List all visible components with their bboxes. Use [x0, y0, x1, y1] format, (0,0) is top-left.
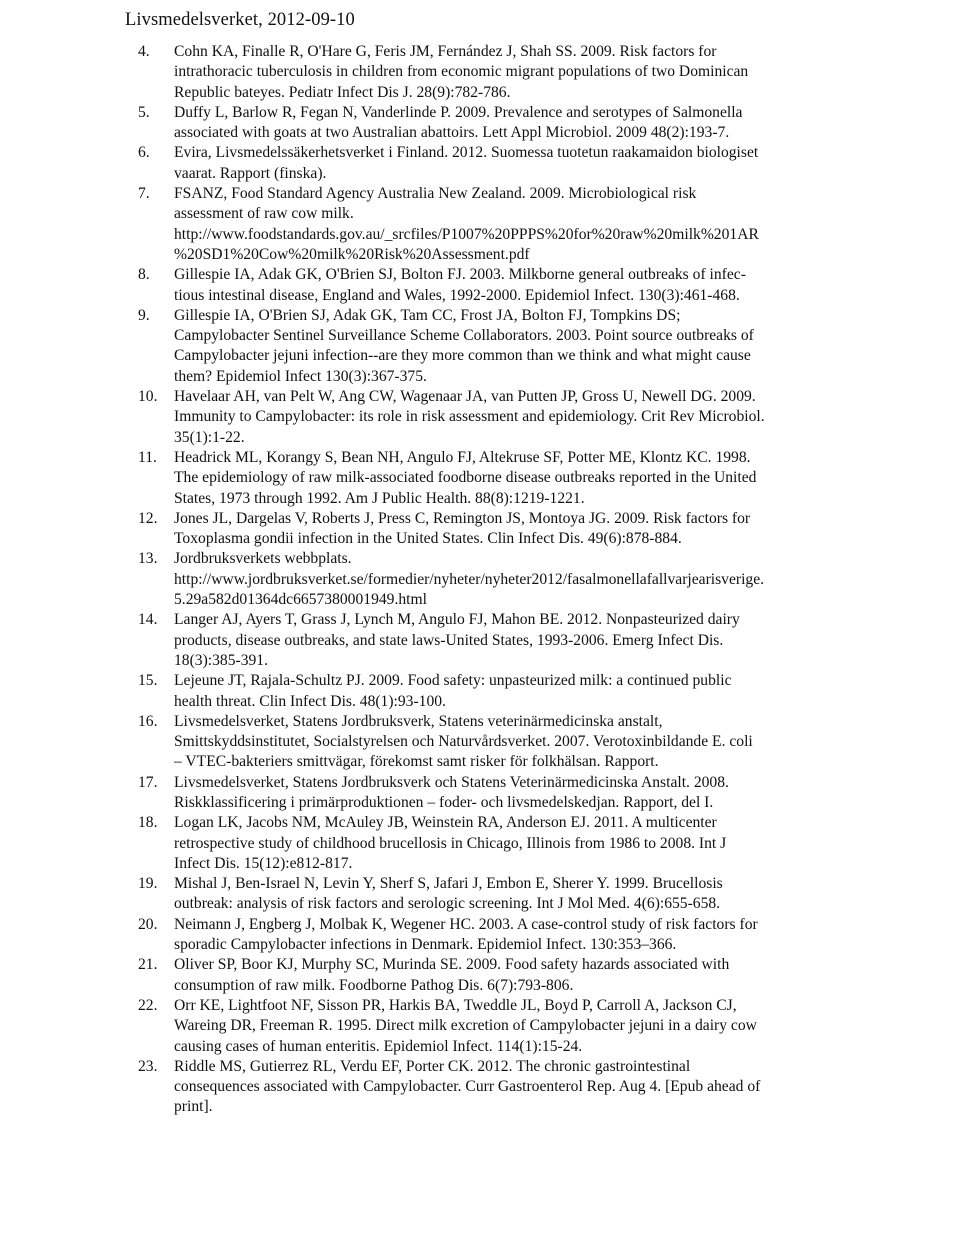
reference-text: Evira, Livsmedelssäkerhetsverket i Finland. 2012. Suomessa tuotetun raakamaidon biologiset vaarat. Rapport (finska).	[174, 144, 759, 182]
reference-text: Orr KE, Lightfoot NF, Sisson PR, Harkis BA, Tweddle JL, Boyd P, Carroll A, Jackson CJ, Wareing DR, Freeman R. 1995. Direct milk excretion of Campylobacter jejuni in a dairy cow causing cases of human enteritis. Epidemiol Infect. 114(1):15-24.	[174, 996, 757, 1055]
reference-text: Lejeune JT, Rajala-Schultz PJ. 2009. Food safety: unpasteurized milk: a continued public health threat. Clin Infect Dis. 48(1):93-100.	[174, 672, 732, 710]
reference-number: 12.	[138, 509, 158, 527]
reference-number: 7.	[138, 185, 150, 203]
reference-item	[138, 306, 850, 387]
reference-text: Langer AJ, Ayers T, Grass J, Lynch M, Angulo FJ, Mahon BE. 2012. Nonpasteurized dairy products, disease outbreaks, and state laws-United States, 1993-2006. Emerg Infect Dis. 18(3):385-391.	[174, 611, 740, 669]
reference-number: 19.	[138, 875, 158, 893]
reference-list	[138, 42, 850, 1118]
reference-text: Duffy L, Barlow R, Fegan N, Vanderlinde P. 2009. Prevalence and serotypes of Salmonella associated with goats at two Australian abattoirs. Lett Appl Microbiol. 2009 48(2):193-7.	[174, 103, 743, 142]
reference-item	[138, 813, 850, 874]
reference-item	[138, 712, 850, 773]
reference-item	[138, 773, 850, 814]
reference-number: 13.	[138, 550, 158, 568]
reference-item	[138, 671, 850, 712]
reference-number: 11.	[138, 448, 157, 466]
reference-text: Oliver SP, Boor KJ, Murphy SC, Murinda SE. 2009. Food safety hazards associated with consumption of raw milk. Foodborne Pathog Dis. 6(7):793-806.	[174, 956, 730, 994]
reference-text: Livsmedelsverket, Statens Jordbruksverk, Statens veterinärmedicinska anstalt, Smittskyddsinstitutet, Socialstyrelsen och Naturvårdsverket. 2007. Verotoxinbildande E. coli – VTEC-bakteriers smittvägar, förekomst samt risker för folkhälsan. Rapport.	[174, 712, 753, 771]
reference-text: Gillespie IA, O'Brien SJ, Adak GK, Tam CC, Frost JA, Bolton FJ, Tompkins DS; Campylobacter Sentinel Surveillance Scheme Collaborators. 2003. Point source outbreaks of Campylobacter jejuni infection--are they more common than we think and what might cause them? Epidemiol Infect 130(3):367-375.	[174, 306, 754, 385]
reference-number: 8.	[138, 266, 150, 284]
reference-number: 22.	[138, 996, 158, 1014]
reference-number: 21.	[138, 956, 158, 974]
reference-item	[138, 874, 850, 915]
reference-number: 6.	[138, 144, 150, 162]
reference-number: 15.	[138, 672, 158, 690]
reference-text: Jones JL, Dargelas V, Roberts J, Press C, Remington JS, Montoya JG. 2009. Risk factors for Toxoplasma gondii infection in the United States. Clin Infect Dis. 49(6):878-884.	[174, 509, 751, 548]
reference-number: 23.	[138, 1057, 158, 1075]
reference-number: 16.	[138, 712, 158, 730]
reference-text: Mishal J, Ben-Israel N, Levin Y, Sherf S, Jafari J, Embon E, Sherer Y. 1999. Brucellosis outbreak: analysis of risk factors and serologic screening. Int J Mol Med. 4(6):655-658.	[174, 875, 723, 913]
reference-item	[138, 184, 850, 265]
reference-text: Livsmedelsverket, Statens Jordbruksverk och Statens Veterinärmedicinska Anstalt. 2008. Riskklassificering i primärproduktionen – foder- och livsmedelskedjan. Rapport, del I.	[174, 773, 729, 811]
reference-item	[138, 996, 850, 1057]
reference-number: 4.	[138, 43, 150, 60]
reference-number: 20.	[138, 915, 158, 933]
reference-item	[138, 955, 850, 996]
reference-item	[138, 509, 850, 550]
reference-number: 14.	[138, 611, 158, 629]
reference-item	[138, 143, 850, 184]
reference-text: Riddle MS, Gutierrez RL, Verdu EF, Porter CK. 2012. The chronic gastrointestinal consequences associated with Campylobacter. Curr Gastroenterol Rep. Aug 4. [Epub ahead of print].	[174, 1057, 761, 1116]
reference-item	[138, 549, 850, 610]
reference-text: Headrick ML, Korangy S, Bean NH, Angulo FJ, Altekruse SF, Potter ME, Klontz KC. 1998. The epidemiology of raw milk-associated foodborne disease outbreaks reported in the United States, 1973 through 1992. Am J Public Health. 88(8):1219-1221.	[174, 448, 757, 507]
reference-text: Havelaar AH, van Pelt W, Ang CW, Wagenaar JA, van Putten JP, Gross U, Newell DG. 2009. Immunity to Campylobacter: its role in risk assessment and epidemiology. Crit Rev Microbiol. 35(1):1-22.	[174, 388, 765, 446]
reference-number: 10.	[138, 388, 158, 406]
reference-item	[138, 387, 850, 448]
reference-text: Logan LK, Jacobs NM, McAuley JB, Weinstein RA, Anderson EJ. 2011. A multicenter retrospective study of childhood brucellosis in Chicago, Illinois from 1986 to 2008. Int J Infect Dis. 15(12):e812-817.	[174, 814, 727, 872]
reference-number: 17.	[138, 773, 158, 791]
reference-item	[138, 265, 850, 306]
reference-item	[138, 103, 850, 144]
reference-item	[138, 1057, 850, 1118]
reference-number: 9.	[138, 306, 150, 324]
reference-text: Cohn KA, Finalle R, O'Hare G, Feris JM, Fernández J, Shah SS. 2009. Risk factors for intrathoracic tuberculosis in children from economic migrant populations of two Dominican Republic bateyes. Pediatr Infect Dis J. 28(9):782-786.	[174, 43, 749, 101]
reference-text: Neimann J, Engberg J, Molbak K, Wegener HC. 2003. A case-control study of risk factors for sporadic Campylobacter infections in Denmark. Epidemiol Infect. 130:353–366.	[174, 915, 758, 954]
reference-text: FSANZ, Food Standard Agency Australia New Zealand. 2009. Microbiological risk assessment of raw cow milk. http://www.foodstandards.gov.au/_srcfiles/P1007%20PPPS%20for%20raw%20milk%201AR %20SD1%20Cow%20milk%20Risk%20Assessment.pdf	[174, 185, 759, 263]
reference-item	[138, 448, 850, 509]
page-header: Livsmedelsverket, 2012-09-10	[125, 10, 355, 30]
reference-text: Gillespie IA, Adak GK, O'Brien SJ, Bolton FJ. 2003. Milkborne general outbreaks of infec- tious intestinal disease, England and Wales, 1992-2000. Epidemiol Infect. 130(3):461-468.	[174, 266, 746, 304]
reference-item	[138, 915, 850, 956]
reference-number: 18.	[138, 814, 158, 832]
reference-text: Jordbruksverkets webbplats. http://www.jordbruksverket.se/formedier/nyheter/nyheter2012/fasalmonellafallvarjearisverige. 5.29a582d01364dc6657380001949.html	[174, 550, 765, 609]
reference-item	[138, 610, 850, 671]
reference-number: 5.	[138, 103, 150, 121]
reference-item	[138, 42, 850, 103]
